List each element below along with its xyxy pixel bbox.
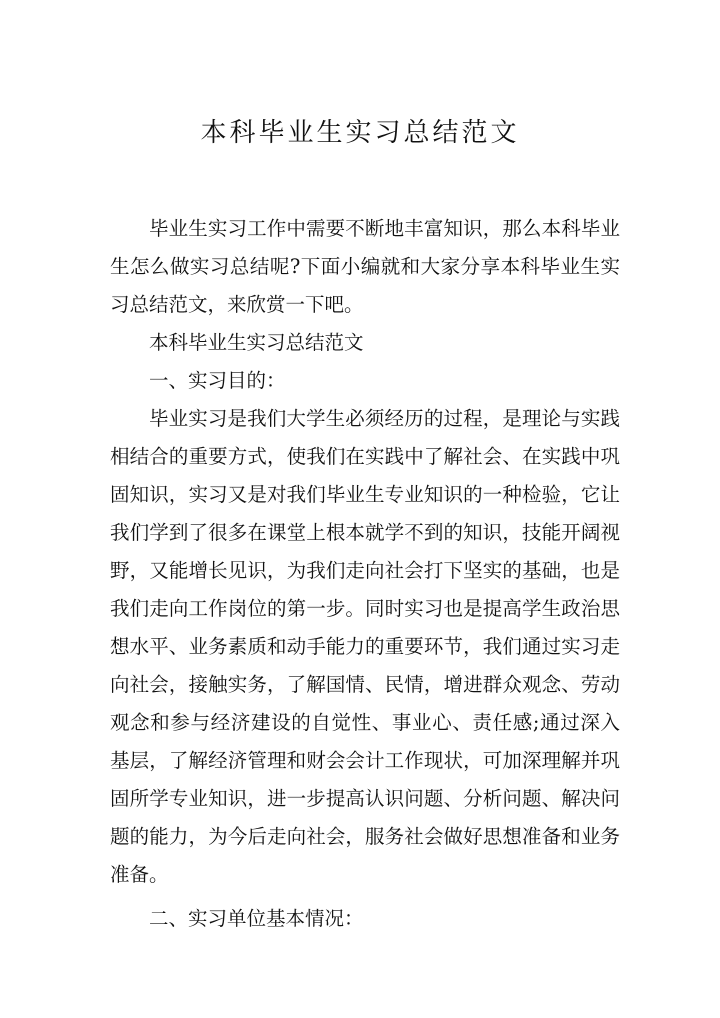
purpose-paragraph: 毕业实习是我们大学生必须经历的过程，是理论与实践相结合的重要方式，使我们在实践中了解社会、在实践中巩固知识，实习又是对我们毕业生专业知识的一种检验，它让我们学到了很多在课堂上根本就学不到的知识，技能开阔视野，又能增长见识，为我们走向社会打下坚实的基础，也是我们走向工作岗位的第一步。同时实习也是提高学生政治思想水平、业务素质和动手能力的重要环节，我们通过实习走向社会，接触实务，了解国情、民情，增进群众观念、劳动观念和参与经济建设的自觉性、事业心、责任感;通过深入基层，了解经济管理和财会会计工作现状，可加深理解并巩固所学专业知识，进一步提高认识问题、分析问题、解决问题的能力，为今后走向社会，服务社会做好思想准备和业务准备。 [110, 407, 620, 886]
document-body [110, 210, 620, 938]
heading-company-info: 二、实习单位基本情况： [149, 907, 364, 930]
page-title: 本科毕业生实习总结范文 [200, 118, 520, 148]
section-title-paragraph: 本科毕业生实习总结范文 [149, 331, 364, 354]
intro-paragraph: 毕业生实习工作中需要不断地丰富知识，那么本科毕业生怎么做实习总结呢?下面小编就和大家分享本科毕业生实习总结范文，来欣赏一下吧。 [110, 217, 620, 316]
heading-purpose: 一、实习目的： [149, 369, 286, 392]
